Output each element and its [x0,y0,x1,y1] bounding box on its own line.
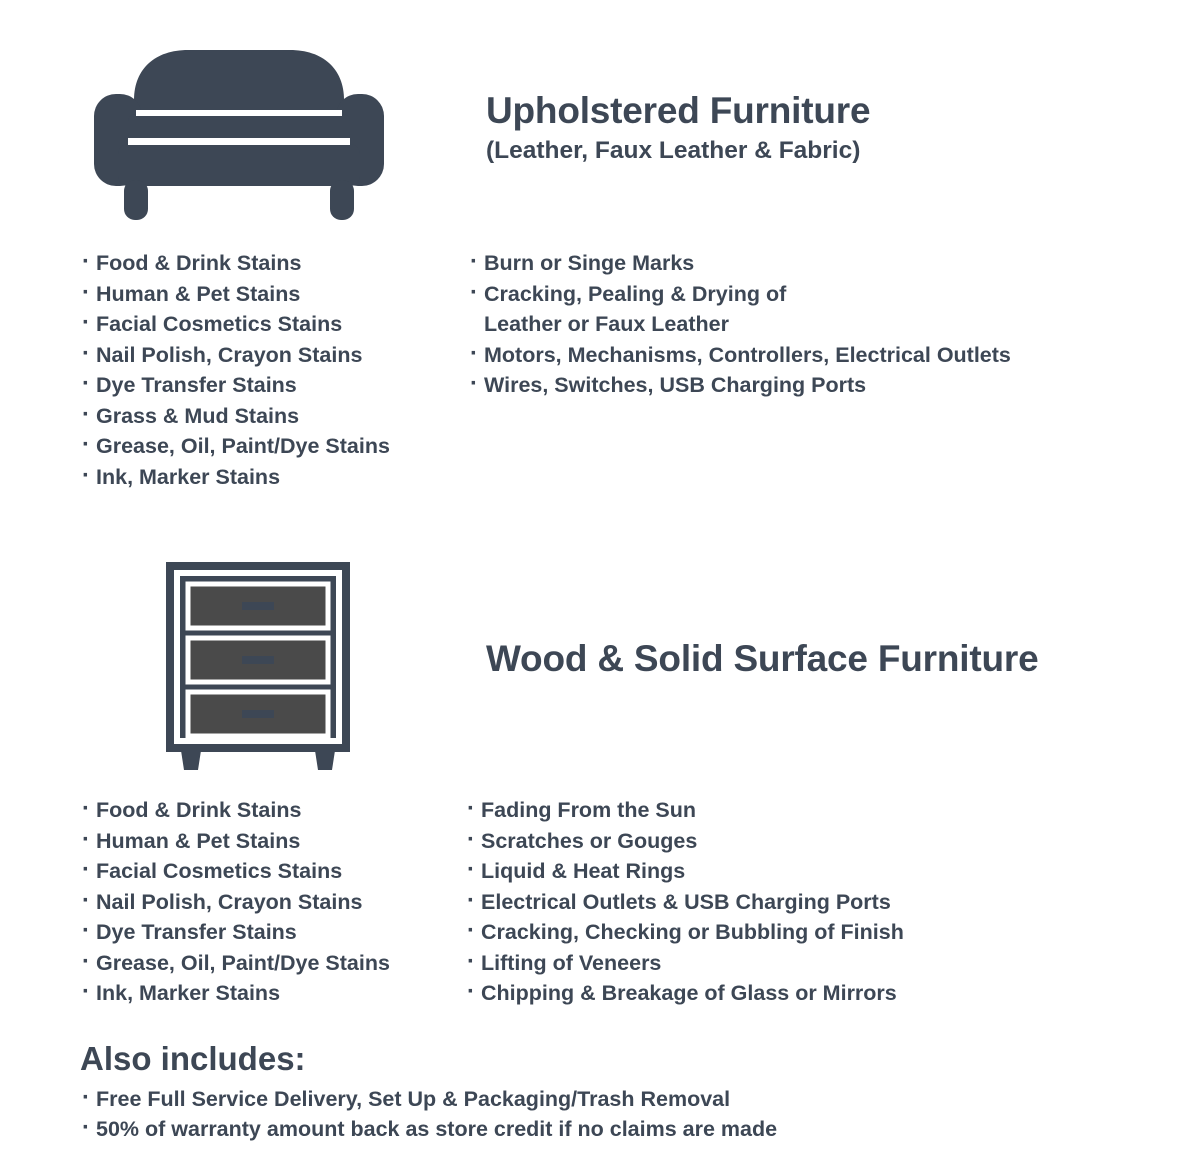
coverage-list-right [468,248,1168,401]
list-item: · Facial Cosmetics Stains [80,309,480,340]
list-item: · Grease, Oil, Paint/Dye Stains [80,948,480,979]
page-title: Upholstered Furniture [486,90,871,131]
coverage-list-left [80,795,480,1009]
list-item: · Liquid & Heat Rings [465,856,1165,887]
coverage-column-right [468,248,1168,401]
coverage-column-right [465,795,1165,1009]
also-includes-title: Also includes: [80,1040,306,1077]
list-item: · Grease, Oil, Paint/Dye Stains [80,431,480,462]
coverage-list-left [80,248,480,492]
list-item: · Dye Transfer Stains [80,370,480,401]
list-item: · Fading From the Sun [465,795,1165,826]
list-item: · Food & Drink Stains [80,248,480,279]
list-item: · 50% of warranty amount back as store credit if no claims are made [80,1114,1160,1144]
page-title: Wood & Solid Surface Furniture [486,638,1039,679]
list-item: Leather or Faux Leather [484,312,729,336]
coverage-column-left [80,795,480,1009]
list-item: · Lifting of Veneers [465,948,1165,979]
list-item: · Facial Cosmetics Stains [80,856,480,887]
list-item: · Free Full Service Delivery, Set Up & Packaging/Trash Removal [80,1084,1160,1114]
list-item: · Ink, Marker Stains [80,978,480,1009]
list-item: · Nail Polish, Crayon Stains [80,340,480,371]
list-item: · Burn or Singe Marks [468,248,1168,279]
list-item: · Wires, Switches, USB Charging Ports [468,370,1168,401]
list-item: · Cracking, Checking or Bubbling of Finish [465,917,1165,948]
list-item: · Ink, Marker Stains [80,462,480,493]
list-item: · Food & Drink Stains [80,795,480,826]
section-title-block [486,92,1176,165]
page-subtitle: (Leather, Faux Leather & Fabric) [486,136,861,164]
dresser-icon [158,558,358,798]
sofa-icon [78,28,398,223]
list-item: · Human & Pet Stains [80,279,480,310]
section-title-block [486,640,1176,679]
also-includes-section [80,1040,1160,1144]
list-item: · Dye Transfer Stains [80,917,480,948]
coverage-list-right [465,795,1165,1009]
coverage-column-left [80,248,480,492]
list-item: · Cracking, Pealing & Drying of [468,279,1168,310]
also-includes-list [80,1084,1160,1144]
list-item: · Scratches or Gouges [465,826,1165,857]
list-item: · Human & Pet Stains [80,826,480,857]
list-item: · Nail Polish, Crayon Stains [80,887,480,918]
list-item: · Electrical Outlets & USB Charging Ports [465,887,1165,918]
list-item: · Grass & Mud Stains [80,401,480,432]
list-item: · Motors, Mechanisms, Controllers, Electrical Outlets [468,340,1168,371]
list-item: · Chipping & Breakage of Glass or Mirrors [465,978,1165,1009]
